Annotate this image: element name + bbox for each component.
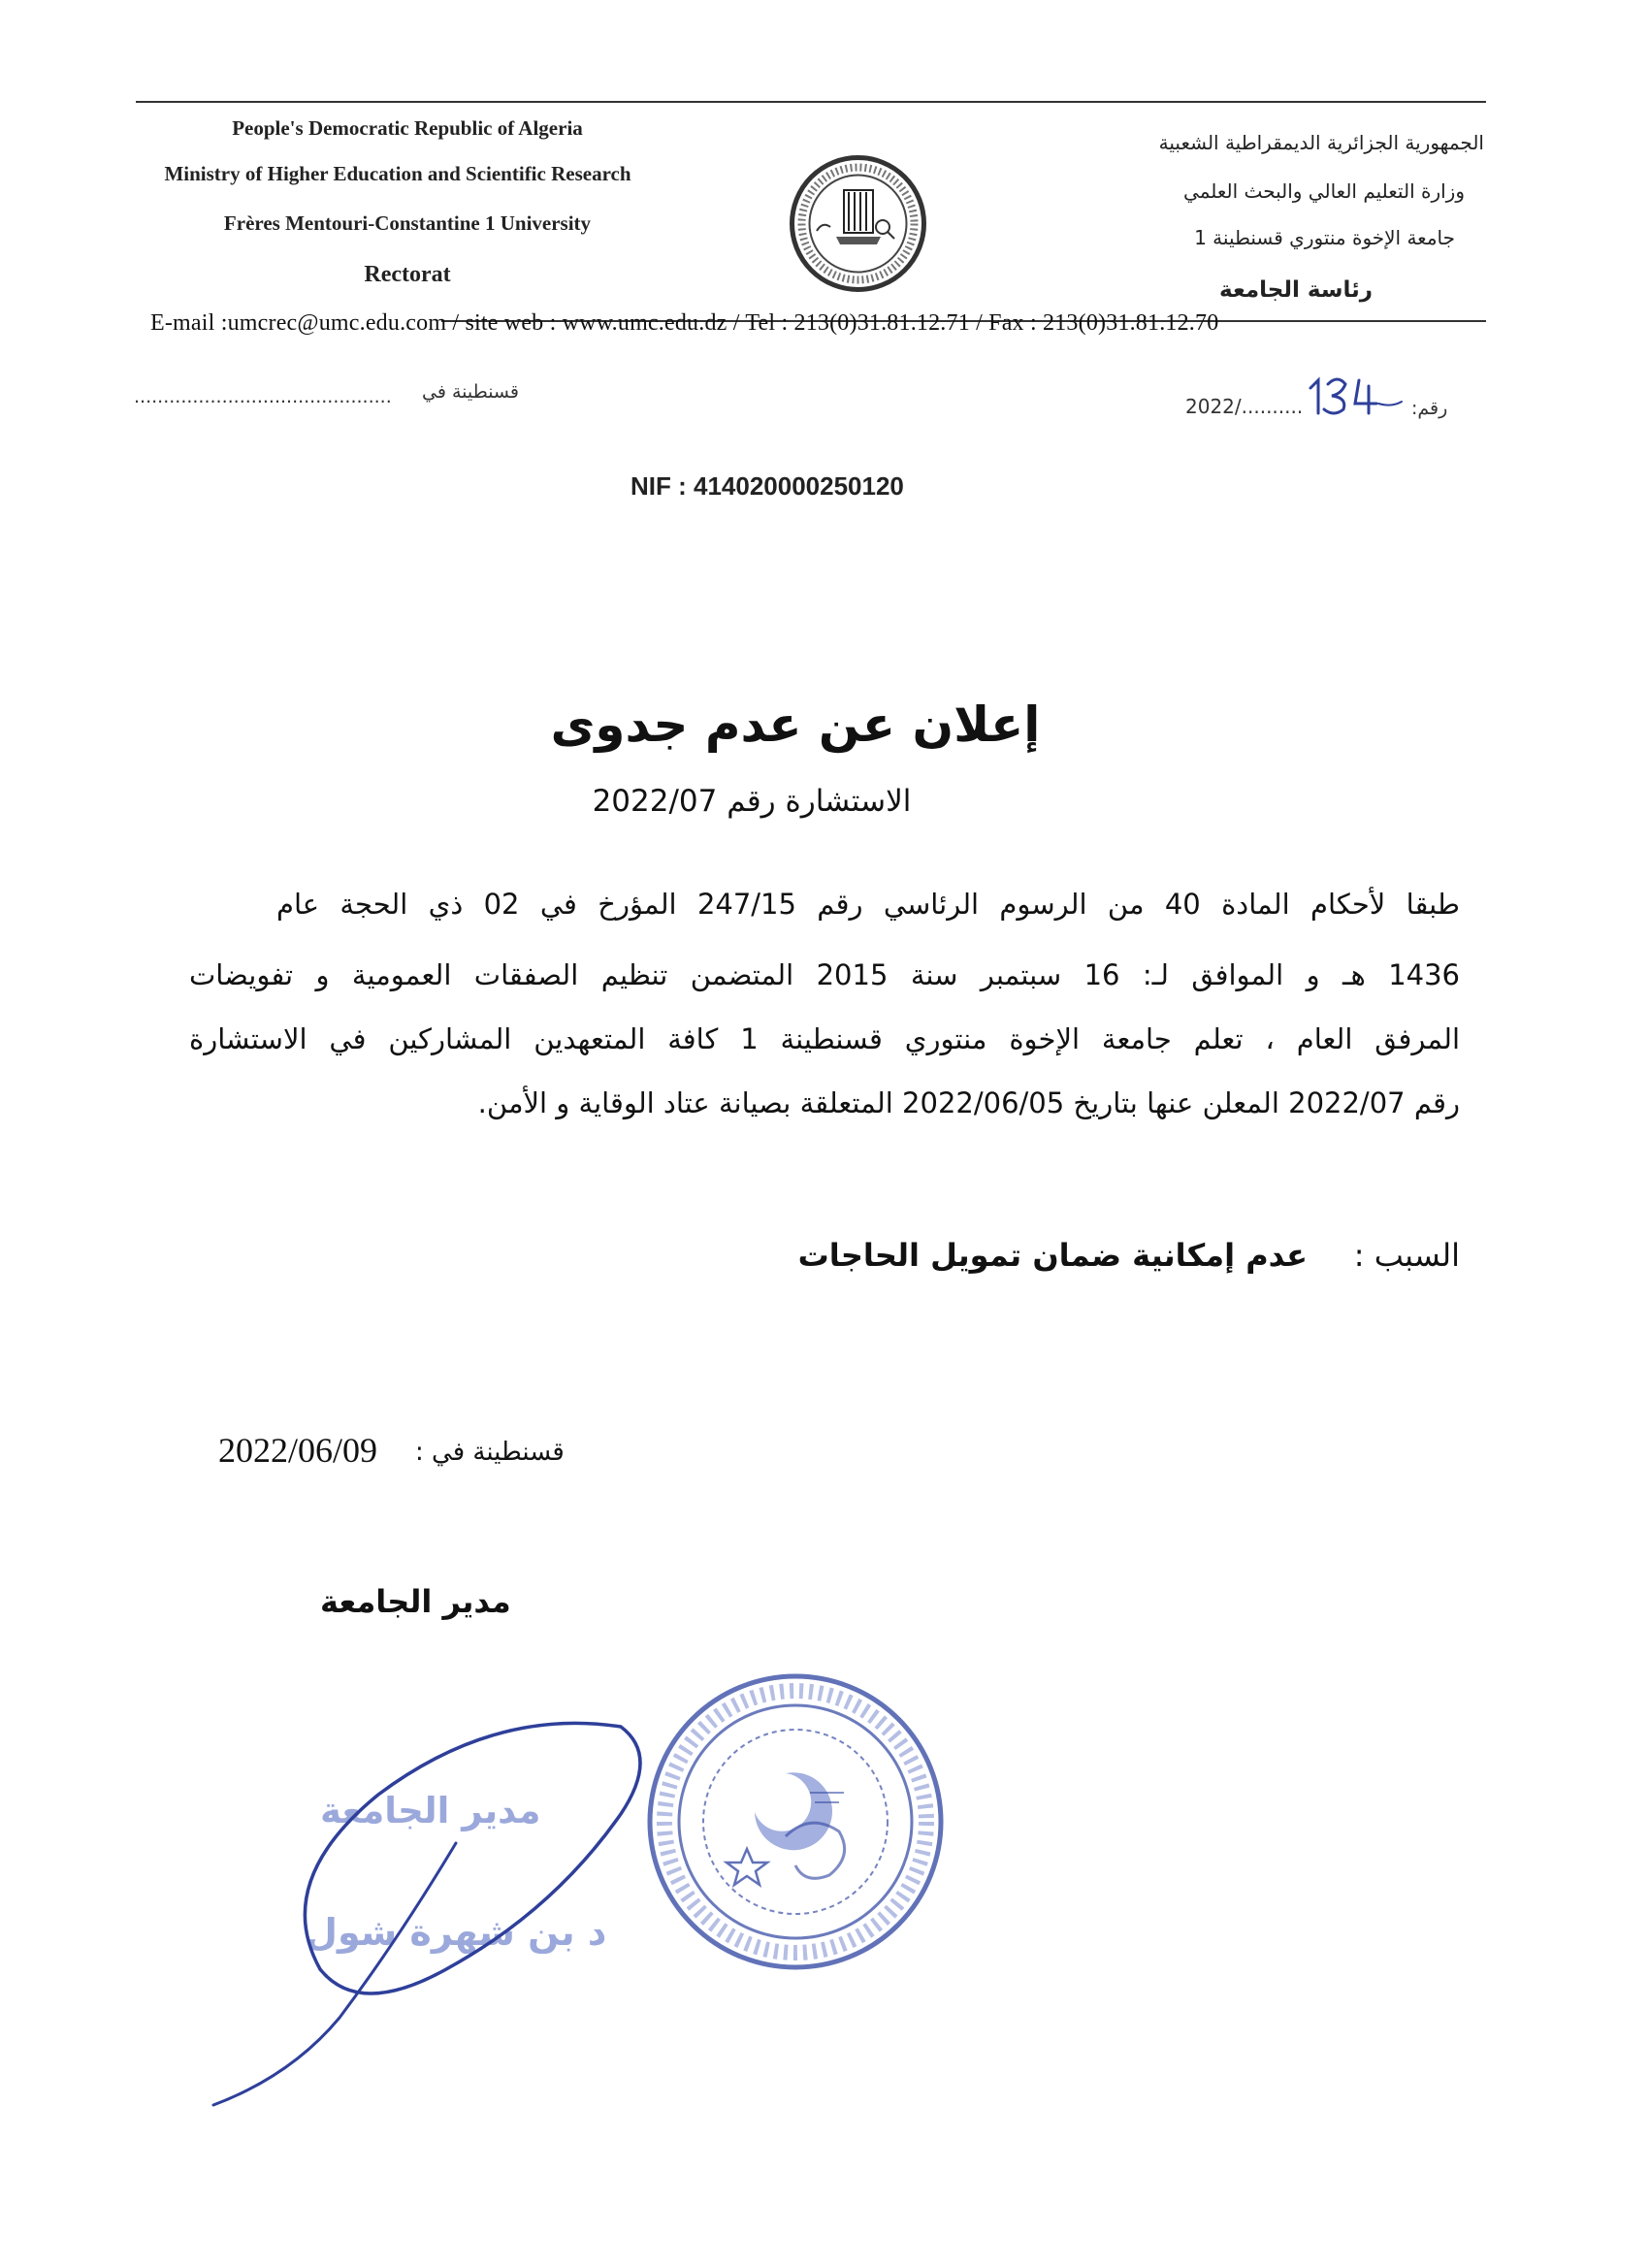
reference-number-label: رقم: [1411,398,1448,419]
nif-number: NIF : 414020000250120 [630,471,904,501]
body-line-3: المرفق العام ، تعلم جامعة الإخوة منتوري قسنطينة 1 كافة المتعهدين المشاركين في الاستشارة [189,1022,1461,1055]
reason-label: السبب : [1353,1237,1460,1274]
university-logo [788,153,928,294]
reason-text: عدم إمكانية ضمان تمويل الحاجات [797,1237,1308,1274]
arabic-office-name: رئاسة الجامعة [1219,277,1373,303]
place-date-dots: ............................................ [134,386,392,407]
handwritten-reference-number [1305,373,1406,419]
body-line-2: 1436 هـ و الموافق لـ: 16 سبتمبر سنة 2015 المتضمن تنظيم الصفقات العمومية و تفويضات [189,958,1461,991]
signature-scribble-icon [204,1688,708,2115]
signing-date-label: قسنطينة في : [415,1438,565,1467]
english-ministry-name: Ministry of Higher Education and Scientific Research [164,162,631,185]
arabic-republic-name: الجمهورية الجزائرية الديمقراطية الشعبية [1158,131,1484,154]
body-line-4: رقم 2022/07 المعلن عنها بتاريخ 2022/06/05 المتعلقة بصيانة عتاد الوقاية و الأمن. [477,1086,1460,1119]
signing-date-value: 2022/06/09 [218,1431,378,1470]
handwritten-signature [204,1688,708,2115]
reference-number-value: 2022/.......... [1185,395,1304,418]
header-top-rule [136,101,1486,103]
consultation-number: الاستشارة رقم 2022/07 [592,784,912,819]
handwritten-number-icon [1305,373,1406,419]
body-line-1: طبقا لأحكام المادة 40 من الرسوم الرئاسي رقم 247/15 المؤرخ في 02 ذي الحجة عام [276,888,1460,921]
arabic-ministry-name: وزارة التعليم العالي والبحث العلمي [1183,179,1465,203]
stamp-title-text: مدير الجامعة [320,1790,541,1831]
document-title: إعلان عن عدم جدوى [550,697,1041,753]
stamp-name-text: د بن شهرة شول [306,1911,607,1954]
university-logo-icon [788,153,928,294]
contact-line: E-mail :umcrec@umc.edu.com / site web : www.umc.edu.dz / Tel : 213(0)31.81.12.71 / Fax : 213(0)31.81.12.70 [150,310,1219,336]
english-university-name: Frères Mentouri-Constantine 1 University [223,211,592,235]
place-date-label: قسنطينة في [422,381,519,403]
english-republic-name: People's Democratic Republic of Algeria [232,116,583,140]
arabic-university-name: جامعة الإخوة منتوري قسنطينة 1 [1194,226,1455,249]
english-office-name: Rectorat [364,262,451,287]
signatory-title: مدير الجامعة [320,1583,511,1620]
